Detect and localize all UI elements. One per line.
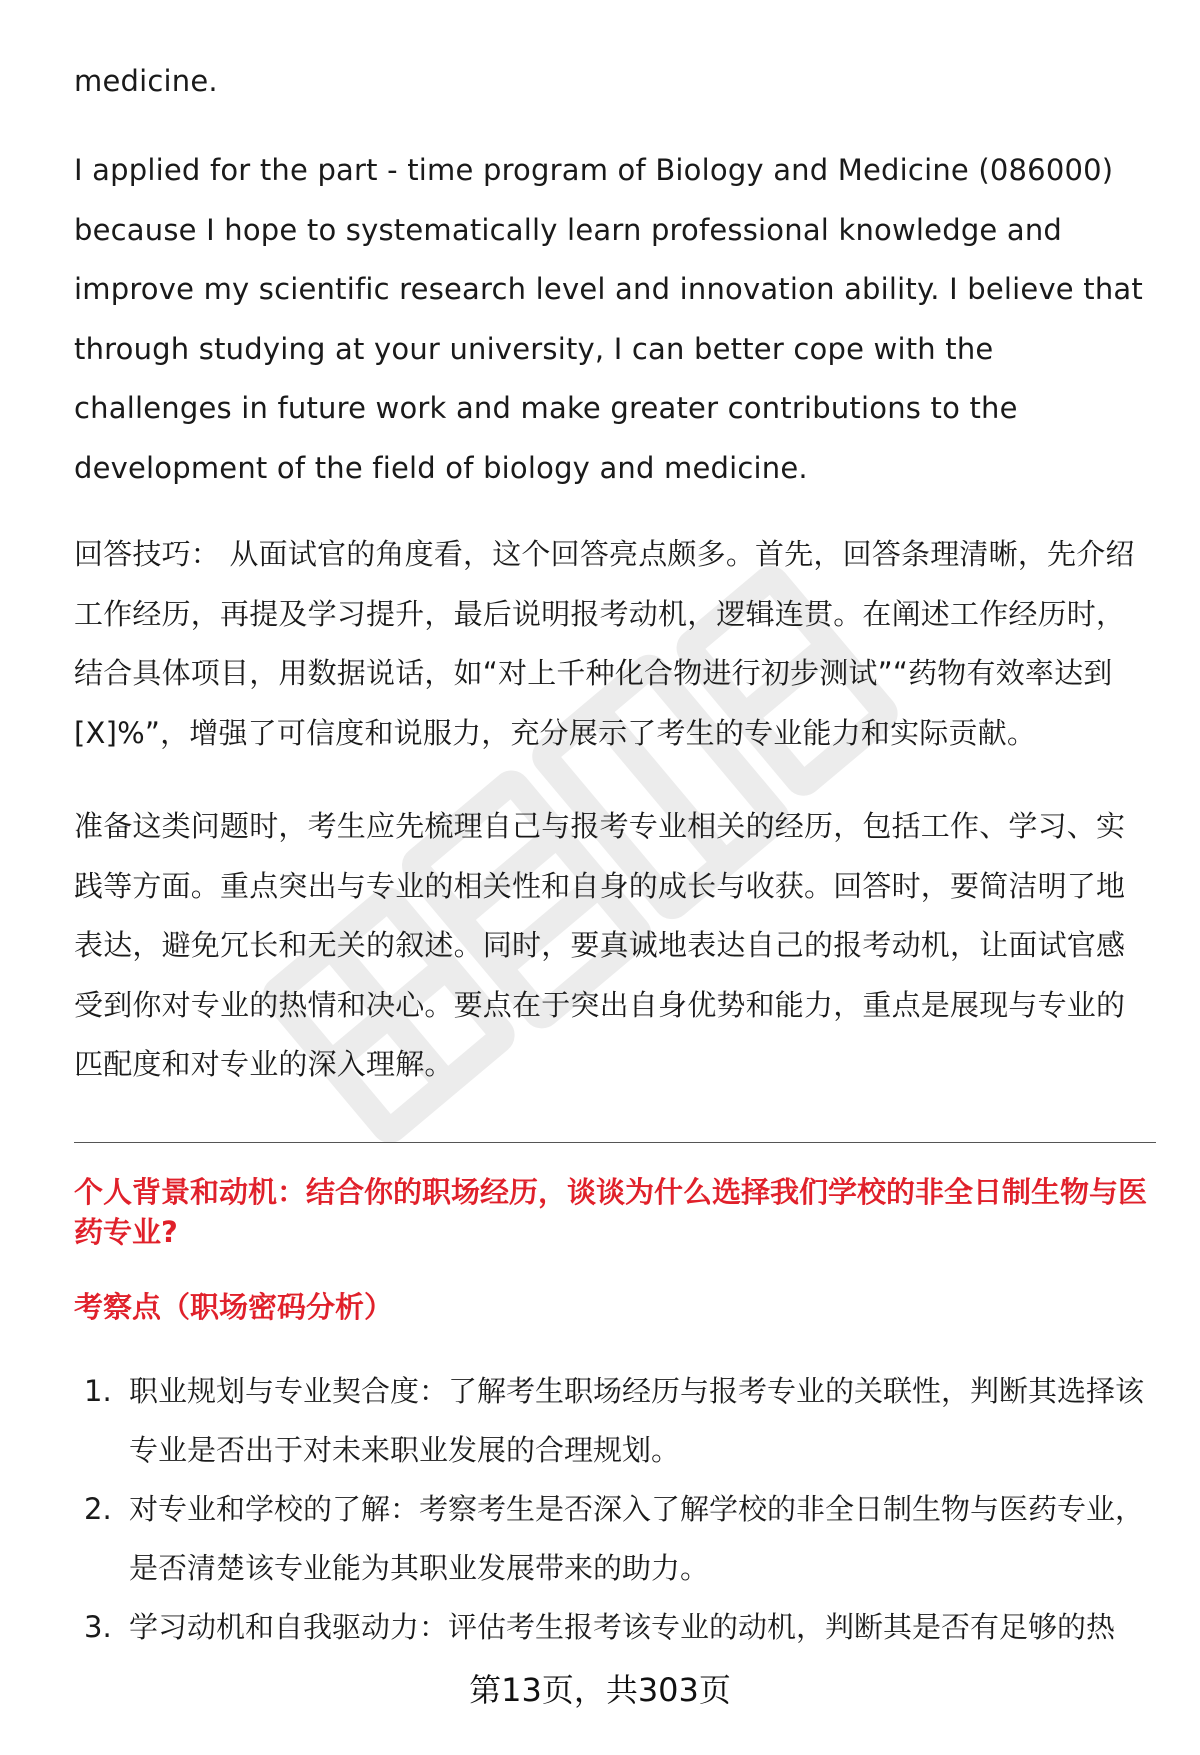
paragraph-en-end: medicine.: [74, 64, 218, 98]
assessment-points-list: [74, 1362, 1156, 1657]
assessment-points-heading: 考察点（职场密码分析）: [74, 1290, 394, 1324]
page-footer: 第13页，共303页: [469, 1671, 731, 1709]
paragraph-preparation: 准备这类问题时，考生应先梳理自己与报考专业相关的经历，包括工作、学习、实践等方面。重点突出与专业的相关性和自身的成长与收获。回答时，要简洁明了地表达，避免冗长和无关的叙述。同时，要真诚地表达自己的报考动机，让面试官感受到你对专业的热情和决心。要点在于突出自身优势和能力，重点是展现与专业的匹配度和对专业的深入理解。: [74, 809, 1126, 1081]
list-item-number: 3.: [84, 1610, 112, 1644]
list-item-text: 学习动机和自我驱动力：评估考生报考该专业的动机，判断其是否有足够的热: [129, 1610, 1116, 1644]
section-divider: [74, 1142, 1156, 1143]
paragraph-en-main: I applied for the part - time program of Biology and Medicine (086000) because I hope to systematically learn professional knowledge and improve my scientific research level and innovation ability. I believe that through studying at your university, I can better cope with the challenges in future work and make greater contributions to the development of the field of biology and medicine.: [74, 153, 1143, 485]
list-item-number: 1.: [84, 1374, 112, 1408]
question-heading: 个人背景和动机：结合你的职场经历，谈谈为什么选择我们学校的非全日制生物与医药专业?: [74, 1175, 1148, 1249]
list-item: [74, 1480, 1156, 1598]
list-item-text: 对专业和学校的了解：考察考生是否深入了解学校的非全日制生物与医药专业，是否清楚该专业能为其职业发展带来的助力。: [129, 1492, 1145, 1585]
list-item: [74, 1362, 1156, 1480]
list-item-number: 2.: [84, 1492, 112, 1526]
list-item: [74, 1598, 1156, 1657]
list-item-text: 职业规划与专业契合度：了解考生职场经历与报考专业的关联性，判断其选择该专业是否出于对未来职业发展的合理规划。: [129, 1374, 1145, 1467]
paragraph-answer-tips: 回答技巧： 从面试官的角度看，这个回答亮点颇多。首先，回答条理清晰，先介绍工作经历，再提及学习提升，最后说明报考动机，逻辑连贯。在阐述工作经历时，结合具体项目，用数据说话，如“对上千种化合物进行初步测试”“药物有效率达到[X]%”，增强了可信度和说服力，充分展示了考生的专业能力和实际贡献。: [74, 537, 1135, 750]
